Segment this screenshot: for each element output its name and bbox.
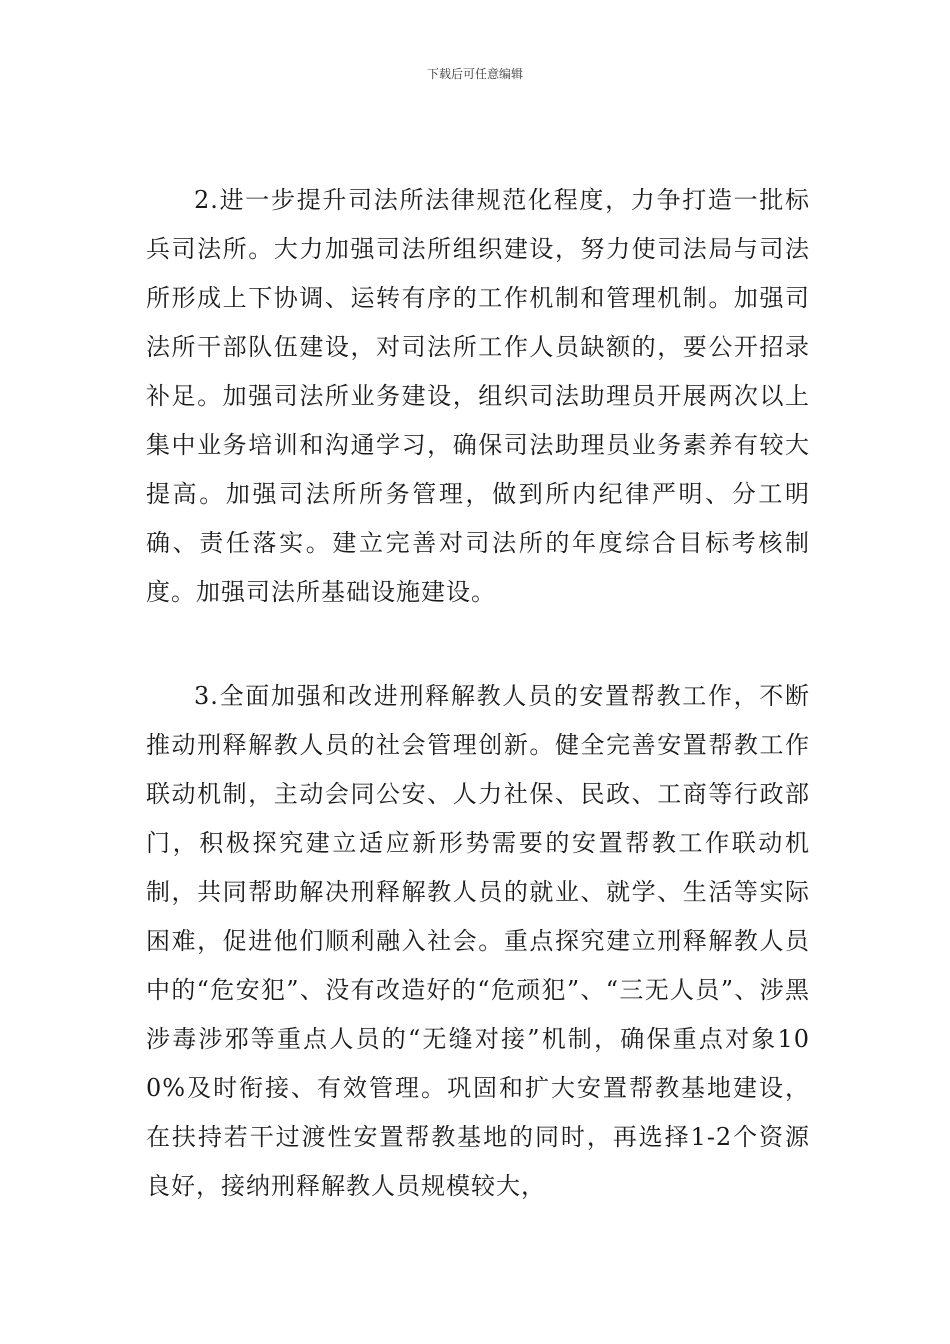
header-note: 下载后可任意编辑	[426, 67, 523, 81]
paragraph-item-3: 3.全面加强和改进刑释解教人员的安置帮教工作，不断推动刑释解教人员的社会管理创新。健全完善安置帮教工作联动机制，主动会同公安、人力社保、民政、工商等行政部门，积极探究建立适应新形势需要的安置帮教工作联动机制，共同帮助解决刑释解教人员的就业、就学、生活等实际困难，促进他们顺利融入社会。重点探究建立刑释解教人员中的“危安犯”、没有改造好的“危顽犯”、“三无人员”、涉黑涉毒涉邪等重点人员的“无缝对接”机制，确保重点对象100%及时衔接、有效管理。巩固和扩大安置帮教基地建设，在扶持若干过渡性安置帮教基地的同时，再选择1-2个资源良好，接纳刑释解教人员规模较大，	[146, 682, 810, 1200]
paragraph-item-2: 2.进一步提升司法所法律规范化程度，力争打造一批标兵司法所。大力加强司法所组织建设，努力使司法局与司法所形成上下协调、运转有序的工作机制和管理机制。加强司法所干部队伍建设，对司法所工作人员缺额的，要公开招录补足。加强司法所业务建设，组织司法助理员开展两次以上集中业务培训和沟通学习，确保司法助理员业务素养有较大提高。加强司法所所务管理，做到所内纪律严明、分工明确、责任落实。建立完善对司法所的年度综合目标考核制度。加强司法所基础设施建设。	[146, 186, 810, 606]
